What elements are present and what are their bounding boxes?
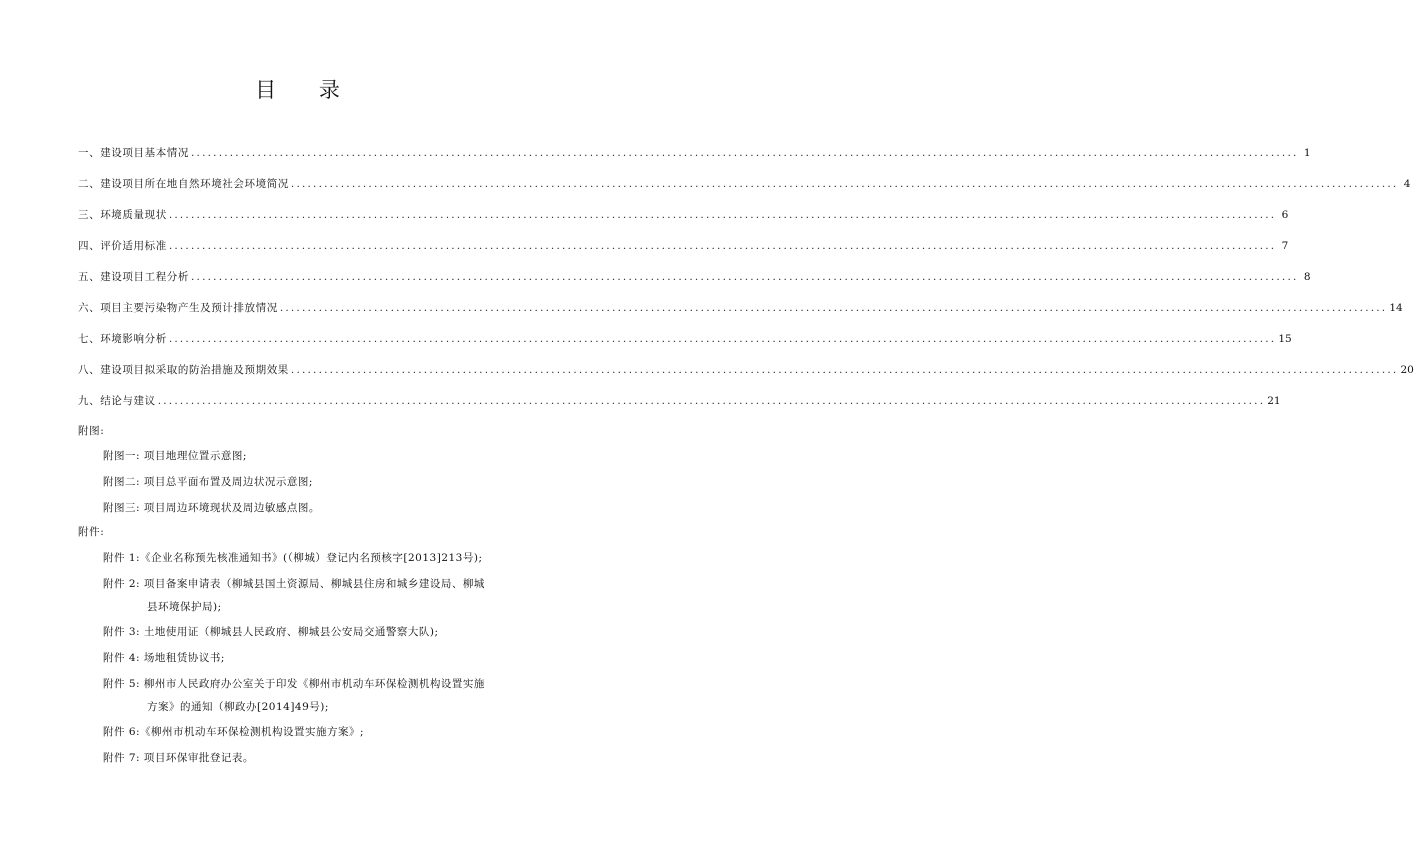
toc-entry-label: 九、结论与建议 [78, 395, 156, 407]
toc-page-number: 15 [1278, 333, 1292, 345]
attached-figure-item: 附图二: 项目总平面布置及周边状况示意图; [103, 476, 313, 488]
toc-leader-dots: ........................................................................................................................................................................................................ [279, 302, 1388, 314]
toc-page-number: 8 [1303, 271, 1311, 283]
toc-entry-label: 四、评价适用标准 [78, 240, 167, 252]
toc-leader-dots: ........................................................................................................................................................................................................ [157, 395, 1266, 407]
toc-entry[interactable] [78, 362, 1414, 378]
toc-leader-dots: ........................................................................................................................................................................................................ [168, 333, 1277, 345]
toc-page-number: 21 [1267, 395, 1281, 407]
attachment-item: 附件 2: 项目备案申请表（柳城县国土资源局、柳城县住房和城乡建设局、柳城 [103, 578, 485, 590]
attached-figures-heading: 附图: [78, 425, 105, 437]
toc-entry[interactable] [78, 145, 1311, 161]
page-title: 目 录 [255, 78, 358, 102]
attachment-item: 附件 7: 项目环保审批登记表。 [103, 752, 254, 764]
toc-page-number: 7 [1281, 240, 1289, 252]
toc-entry[interactable] [78, 300, 1403, 316]
toc-entry-label: 二、建设项目所在地自然环境社会环境简况 [78, 178, 289, 190]
toc-entry-label: 三、环境质量现状 [78, 209, 167, 221]
toc-leader-dots: ........................................................................................................................................................................................................ [191, 147, 1299, 159]
toc-page-number: 4 [1403, 178, 1411, 190]
attached-figure-item: 附图三: 项目周边环境现状及周边敏感点图。 [103, 502, 320, 514]
toc-entry-label: 一、建设项目基本情况 [78, 147, 189, 159]
toc-entry-label: 七、环境影响分析 [78, 333, 167, 345]
attachment-item-continuation: 县环境保护局); [147, 601, 222, 613]
attachment-item: 附件 5: 柳州市人民政府办公室关于印发《柳州市机动车环保检测机构设置实施 [103, 678, 485, 690]
toc-page-number: 6 [1281, 209, 1289, 221]
attachments-heading: 附件: [78, 526, 105, 538]
toc-leader-dots: ........................................................................................................................................................................................................ [290, 364, 1399, 376]
toc-entry-label: 五、建设项目工程分析 [78, 271, 189, 283]
toc-entry-label: 六、项目主要污染物产生及预计排放情况 [78, 302, 278, 314]
toc-entry[interactable] [78, 238, 1289, 254]
toc-page-number: 1 [1303, 147, 1311, 159]
toc-entry[interactable] [78, 331, 1292, 347]
toc-entry[interactable] [78, 207, 1289, 223]
toc-leader-dots: ........................................................................................................................................................................................................ [168, 209, 1277, 221]
attachment-item: 附件 6:《柳州市机动车环保检测机构设置实施方案》; [103, 726, 365, 738]
attachment-item-continuation: 方案》的通知（柳政办[2014]49号); [147, 701, 329, 713]
toc-entry[interactable] [78, 269, 1311, 285]
toc-entry-label: 八、建设项目拟采取的防治措施及预期效果 [78, 364, 289, 376]
toc-entry[interactable] [78, 393, 1281, 409]
toc-leader-dots: ........................................................................................................................................................................................................ [191, 271, 1299, 283]
toc-page-number: 20 [1400, 364, 1414, 376]
toc-leader-dots: ........................................................................................................................................................................................................ [290, 178, 1399, 190]
attachment-item: 附件 3: 土地使用证（柳城县人民政府、柳城县公安局交通警察大队); [103, 626, 439, 638]
attachment-item: 附件 1:《企业名称预先核准通知书》(（柳城）登记内名预核字[2013]213号); [103, 552, 483, 564]
attached-figure-item: 附图一: 项目地理位置示意图; [103, 450, 247, 462]
toc-leader-dots: ........................................................................................................................................................................................................ [168, 240, 1277, 252]
attachment-item: 附件 4: 场地租赁协议书; [103, 652, 225, 664]
toc-page-number: 14 [1389, 302, 1403, 314]
toc-entry[interactable] [78, 176, 1411, 192]
